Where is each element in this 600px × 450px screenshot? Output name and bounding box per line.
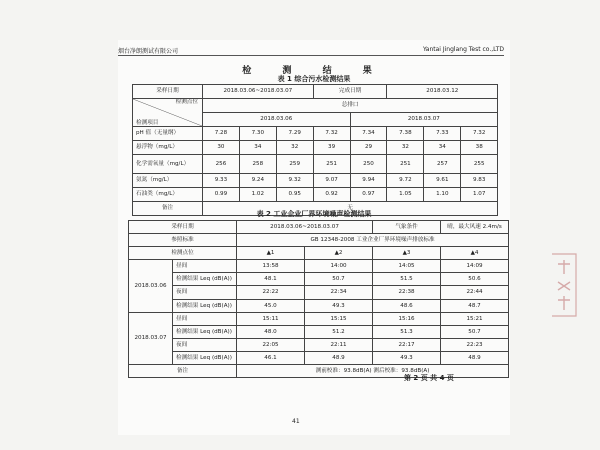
table-cell: 15:15 [305, 312, 373, 325]
table-cell: 39 [313, 141, 350, 155]
table-cell: 7.29 [276, 127, 313, 141]
table-cell: 14:09 [441, 260, 509, 273]
sample-date-label: 采样日期 [129, 221, 237, 234]
row-label: 夜间 [173, 286, 237, 299]
table-cell: 15:16 [373, 312, 441, 325]
table-cell: 15:21 [441, 312, 509, 325]
table-cell: 7.30 [239, 127, 276, 141]
table-cell: 32 [276, 141, 313, 155]
noise-results-table [128, 220, 509, 378]
table-row [129, 325, 509, 338]
footer-page-number: 41 [292, 418, 300, 425]
table-row [129, 299, 509, 312]
table-row [129, 273, 509, 286]
standard-value: GB 12348-2008 工业企业厂界环境噪声排放标准 [237, 234, 509, 247]
table-cell: 15:11 [237, 312, 305, 325]
table-cell: 51.5 [373, 273, 441, 286]
table-cell: 1.05 [387, 188, 424, 202]
table-cell: 34 [239, 141, 276, 155]
row-label: 氨氮（mg/L） [133, 174, 203, 188]
row-label: 石油类（mg/L） [133, 188, 203, 202]
table-cell: 46.1 [237, 351, 305, 364]
table-row [133, 174, 498, 188]
standard-label: 参照标准 [129, 234, 237, 247]
remark-label: 备注 [133, 202, 203, 216]
table-cell: 256 [203, 155, 240, 174]
table-cell: 7.38 [387, 127, 424, 141]
table-cell: 251 [387, 155, 424, 174]
point-header: ▲2 [305, 247, 373, 260]
sample-date-label: 采样日期 [133, 85, 203, 99]
table-cell: 9.24 [239, 174, 276, 188]
point-header: ▲1 [237, 247, 305, 260]
page-title: 检 测 结 果 [242, 66, 386, 76]
row-label: 检测结果 Leq (dB(A)) [173, 273, 237, 286]
table-row [129, 312, 509, 325]
table-cell: 22:05 [237, 338, 305, 351]
table-cell: 1.02 [239, 188, 276, 202]
complete-date-label: 完成日期 [313, 85, 387, 99]
table-cell: 1.10 [424, 188, 461, 202]
table-cell: 7.32 [461, 127, 498, 141]
table2-caption: 表 2 工业企业厂界环境噪声检测结果 [256, 210, 372, 218]
table-row [133, 127, 498, 141]
table-cell: 7.34 [350, 127, 387, 141]
table-cell: 1.07 [461, 188, 498, 202]
point-header-label: 检测点位 [175, 99, 198, 105]
row-label: 悬浮物（mg/L） [133, 141, 203, 155]
table-cell: 22:44 [441, 286, 509, 299]
table-cell: 0.92 [313, 188, 350, 202]
table-cell: 22:22 [237, 286, 305, 299]
table-cell: 9.07 [313, 174, 350, 188]
day-date: 2018.03.07 [129, 312, 173, 364]
table-cell: 0.95 [276, 188, 313, 202]
table-cell: 51.3 [373, 325, 441, 338]
table-cell: 14:05 [373, 260, 441, 273]
table-cell: 9.83 [461, 174, 498, 188]
company-name-en: Yantai Jinglang Test co.,LTD [422, 46, 504, 53]
table-cell: 32 [387, 141, 424, 155]
complete-date-value: 2018.03.12 [387, 85, 498, 99]
table-cell: 51.2 [305, 325, 373, 338]
table-row [129, 234, 509, 247]
weather-label: 气象条件 [373, 221, 441, 234]
weather-value: 晴，最大风速 2.4m/s [441, 221, 509, 234]
table-cell: 257 [424, 155, 461, 174]
date-header-2: 2018.03.07 [350, 113, 498, 127]
table-cell: 48.6 [373, 299, 441, 312]
table-cell: 22:17 [373, 338, 441, 351]
remark-value: 无 [203, 202, 498, 216]
table-cell: 7.28 [203, 127, 240, 141]
row-label: pH 值（无量纲） [133, 127, 203, 141]
table-cell: 49.3 [373, 351, 441, 364]
sampling-point: 总排口 [203, 99, 498, 113]
table-cell: 255 [461, 155, 498, 174]
table-cell: 49.3 [305, 299, 373, 312]
table-cell: 45.0 [237, 299, 305, 312]
point-header: ▲4 [441, 247, 509, 260]
table-row [129, 338, 509, 351]
table-row [129, 351, 509, 364]
point-header: ▲3 [373, 247, 441, 260]
table-cell: 34 [424, 141, 461, 155]
table-cell: 0.99 [203, 188, 240, 202]
table-cell: 48.0 [237, 325, 305, 338]
table-cell: 48.7 [441, 299, 509, 312]
remark-label: 备注 [129, 365, 237, 378]
row-label: 检测结果 Leq (dB(A)) [173, 351, 237, 364]
table-cell: 0.97 [350, 188, 387, 202]
table-row [133, 141, 498, 155]
point-label: 检测点位 [129, 247, 237, 260]
remark-value: 测前校准：93.8dB(A) 测后校准：93.8dB(A) [237, 365, 509, 378]
item-header-label: 检测项目 [136, 119, 159, 126]
company-name-cn: 烟台净朗测试有限公司 [118, 48, 179, 55]
row-label: 昼间 [173, 260, 237, 273]
table-cell: 258 [239, 155, 276, 174]
row-label: 夜间 [173, 338, 237, 351]
table-cell: 22:23 [441, 338, 509, 351]
table-cell: 38 [461, 141, 498, 155]
date-header-1: 2018.03.06 [203, 113, 351, 127]
wastewater-results-table [132, 84, 498, 216]
diagonal-header-cell [133, 99, 203, 127]
table-row [129, 221, 509, 234]
row-label: 昼间 [173, 312, 237, 325]
table-row [133, 99, 498, 113]
table-cell: 50.6 [441, 273, 509, 286]
table-cell: 48.9 [441, 351, 509, 364]
partial-seal-stamp [550, 250, 578, 320]
table-cell: 9.72 [387, 174, 424, 188]
table-row [133, 155, 498, 174]
table-cell: 9.94 [350, 174, 387, 188]
table-cell: 251 [313, 155, 350, 174]
table-cell: 9.32 [276, 174, 313, 188]
table-cell: 48.1 [237, 273, 305, 286]
table-row [129, 260, 509, 273]
sample-date-value: 2018.03.06~2018.03.07 [203, 85, 314, 99]
page-indicator: 第 2 页 共 4 页 [404, 374, 454, 382]
table-cell: 7.32 [313, 127, 350, 141]
day-date: 2018.03.06 [129, 260, 173, 312]
table-cell: 30 [203, 141, 240, 155]
table-cell: 50.7 [441, 325, 509, 338]
table-cell: 22:11 [305, 338, 373, 351]
table-cell: 48.9 [305, 351, 373, 364]
table-cell: 250 [350, 155, 387, 174]
row-label: 化学需氧量（mg/L） [133, 155, 203, 174]
table-row [129, 286, 509, 299]
table-cell: 22:38 [373, 286, 441, 299]
table-cell: 9.33 [203, 174, 240, 188]
header-rule [118, 55, 504, 56]
table-row [129, 247, 509, 260]
table-cell: 50.7 [305, 273, 373, 286]
table-cell: 14:00 [305, 260, 373, 273]
table-cell: 29 [350, 141, 387, 155]
table-cell: 22:34 [305, 286, 373, 299]
table-cell: 259 [276, 155, 313, 174]
table-cell: 7.33 [424, 127, 461, 141]
table-cell: 13:58 [237, 260, 305, 273]
table-row [133, 85, 498, 99]
row-label: 检测结果 Leq (dB(A)) [173, 299, 237, 312]
table1-caption: 表 1 综合污水检测结果 [277, 75, 351, 83]
sample-date-value: 2018.03.06~2018.03.07 [237, 221, 373, 234]
table-row [133, 188, 498, 202]
table-cell: 9.61 [424, 174, 461, 188]
row-label: 检测结果 Leq (dB(A)) [173, 325, 237, 338]
